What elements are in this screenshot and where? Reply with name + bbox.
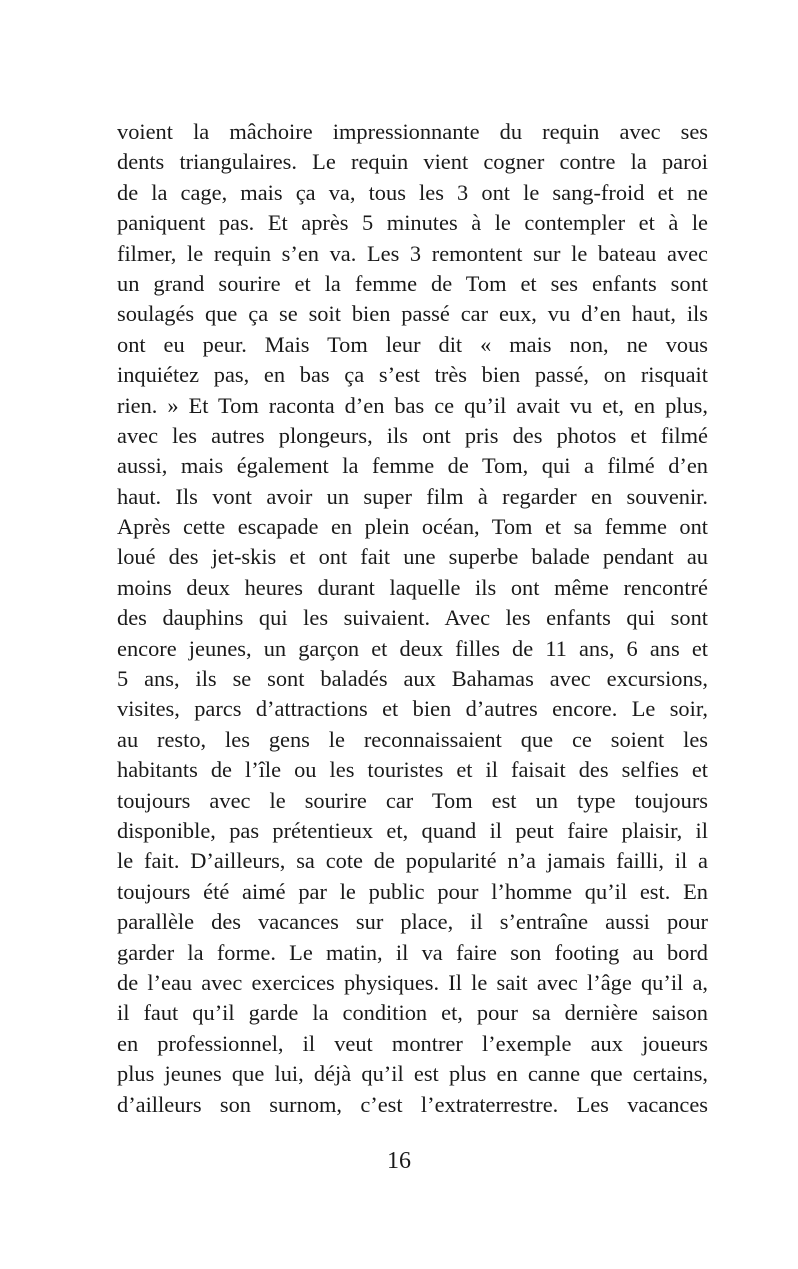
text-line: voient la mâchoire impressionnante du requin avec ses bbox=[117, 119, 708, 144]
text-line: de la cage, mais ça va, tous les 3 ont le sang-froid et ne bbox=[117, 179, 708, 205]
text-line: en professionnel, il veut montrer l’exemple aux joueurs bbox=[117, 1030, 708, 1056]
text-line: il faut qu’il garde la condition et, pour sa dernière saison bbox=[117, 1000, 708, 1026]
text-line: toujours été aimé par le public pour l’homme qu’il est. En bbox=[117, 878, 708, 904]
text-line: ont eu peur. Mais Tom leur dit « mais non, ne vous bbox=[117, 331, 708, 357]
text-line: toujours avec le sourire car Tom est un type toujours bbox=[117, 787, 708, 813]
text-line: un grand sourire et la femme de Tom et ses enfants sont bbox=[117, 270, 708, 296]
text-line: Après cette escapade en plein océan, Tom et sa femme ont bbox=[117, 514, 708, 540]
text-line: habitants de l’île ou les touristes et il faisait des selfies et bbox=[117, 757, 708, 783]
text-line: des dauphins qui les suivaient. Avec les enfants qui sont bbox=[117, 605, 708, 631]
text-line: disponible, pas prétentieux et, quand il peut faire plaisir, il bbox=[117, 817, 708, 843]
text-line: au resto, les gens le reconnaissaient que ce soient les bbox=[117, 726, 708, 752]
body-text bbox=[117, 117, 708, 1120]
text-line: soulagés que ça se soit bien passé car eux, vu d’en haut, ils bbox=[117, 301, 708, 327]
text-line: de l’eau avec exercices physiques. Il le sait avec l’âge qu’il a, bbox=[117, 969, 708, 995]
text-line: filmer, le requin s’en va. Les 3 remontent sur le bateau avec bbox=[117, 240, 708, 266]
text-line: d’ailleurs son surnom, c’est l’extraterrestre. Les vacances bbox=[117, 1091, 708, 1117]
text-line: parallèle des vacances sur place, il s’entraîne aussi pour bbox=[117, 909, 708, 935]
text-line: rien. » Et Tom raconta d’en bas ce qu’il avait vu et, en plus, bbox=[117, 392, 708, 418]
text-line: aussi, mais également la femme de Tom, qui a filmé d’en bbox=[117, 453, 708, 479]
text-line: haut. Ils vont avoir un super film à regarder en souvenir. bbox=[117, 483, 708, 509]
text-line: le fait. D’ailleurs, sa cote de popularité n’a jamais failli, il a bbox=[117, 848, 708, 874]
text-line: encore jeunes, un garçon et deux filles de 11 ans, 6 ans et bbox=[117, 635, 708, 661]
text-line: garder la forme. Le matin, il va faire son footing au bord bbox=[117, 939, 708, 965]
text-line: dents triangulaires. Le requin vient cogner contre la paroi bbox=[117, 149, 708, 175]
text-line: 5 ans, ils se sont baladés aux Bahamas avec excursions, bbox=[117, 666, 708, 692]
text-line: loué des jet-skis et ont fait une superbe balade pendant au bbox=[117, 544, 708, 570]
text-line: visites, parcs d’attractions et bien d’autres encore. Le soir, bbox=[117, 696, 708, 722]
page-number: 16 bbox=[387, 1148, 411, 1174]
text-line: paniquent pas. Et après 5 minutes à le contempler et à le bbox=[117, 210, 708, 236]
text-line: moins deux heures durant laquelle ils ont même rencontré bbox=[117, 574, 708, 600]
text-line: inquiétez pas, en bas ça s’est très bien passé, on risquait bbox=[117, 362, 708, 388]
text-line: avec les autres plongeurs, ils ont pris des photos et filmé bbox=[117, 422, 708, 448]
text-line: plus jeunes que lui, déjà qu’il est plus en canne que certains, bbox=[117, 1061, 708, 1087]
